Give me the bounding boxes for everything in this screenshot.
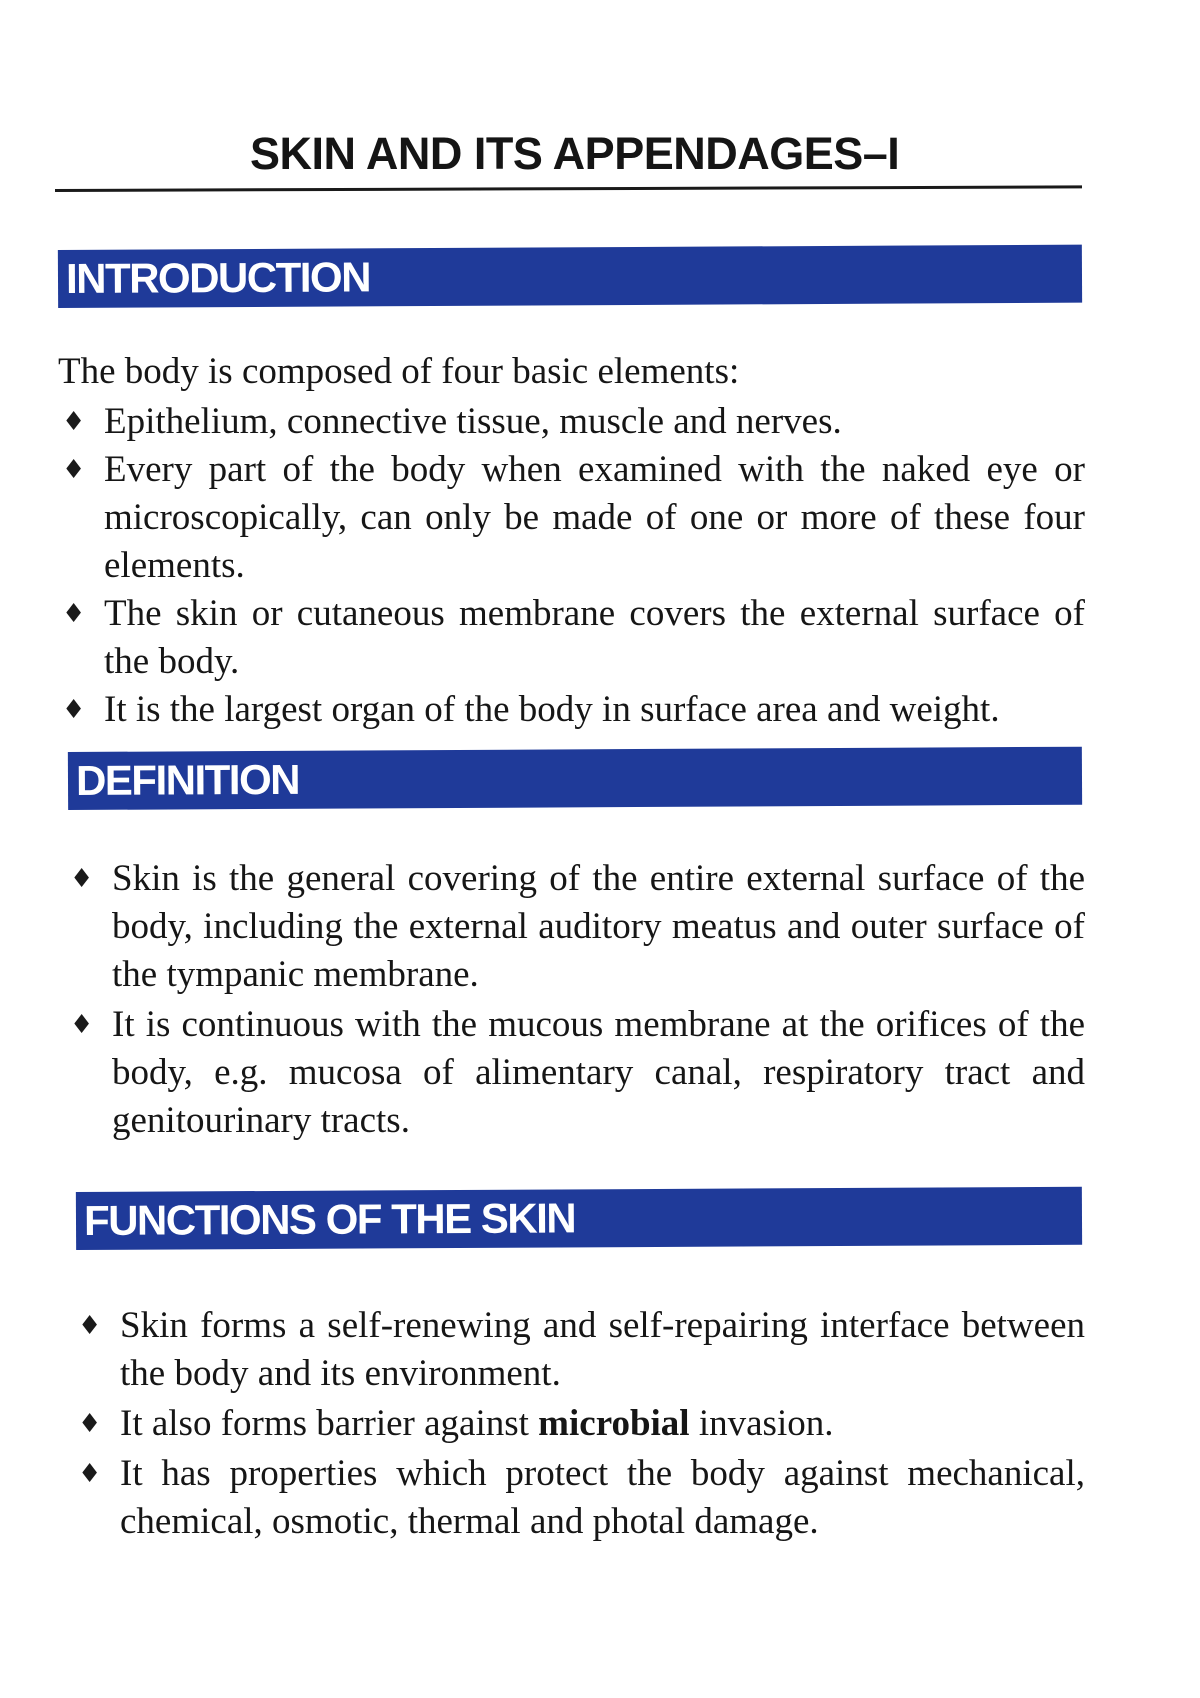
list-item [76, 1302, 1085, 1398]
list-item [68, 855, 1085, 999]
list-item [60, 446, 1085, 590]
bullet-diamond-icon: ♦ [78, 1459, 102, 1489]
list-item-text: Skin forms a self-renewing and self-repairing interface between the body and its environment. [120, 1305, 1085, 1394]
section-heading-introduction: INTRODUCTION [58, 245, 1082, 308]
bullet-diamond-icon: ♦ [70, 1010, 94, 1040]
list-item [76, 1450, 1085, 1546]
list-item [60, 398, 1085, 446]
list-item-text: Epithelium, connective tissue, muscle and nerves. [104, 401, 842, 442]
list-item [76, 1400, 1085, 1448]
section-heading-functions: FUNCTIONS OF THE SKIN [76, 1187, 1082, 1250]
list-item-text: It is the largest organ of the body in surface area and weight. [104, 689, 1000, 730]
bullet-diamond-icon: ♦ [62, 407, 86, 437]
section-heading-definition: DEFINITION [68, 747, 1082, 810]
bullet-diamond-icon: ♦ [62, 599, 86, 629]
introduction-lead-text: The body is composed of four basic elements: [58, 351, 740, 392]
title-underline [55, 185, 1082, 192]
chapter-title: SKIN AND ITS APPENDAGES–I [250, 128, 900, 179]
bullet-diamond-icon: ♦ [70, 864, 94, 894]
list-item [60, 686, 1085, 734]
list-item-text-part: invasion. [689, 1403, 834, 1444]
functions-bullet-list [76, 1302, 1085, 1548]
bullet-diamond-icon: ♦ [62, 695, 86, 725]
definition-bullet-list [68, 855, 1085, 1147]
list-item [60, 590, 1085, 686]
list-item-text: The skin or cutaneous membrane covers the external surface of the body. [104, 593, 1085, 682]
bold-term-microbial: microbial [538, 1403, 690, 1444]
introduction-bullet-list [60, 398, 1085, 734]
bullet-diamond-icon: ♦ [78, 1409, 102, 1439]
list-item-text-part: It also forms barrier against [120, 1403, 539, 1444]
bullet-diamond-icon: ♦ [78, 1311, 102, 1341]
list-item [68, 1001, 1085, 1145]
list-item-text: It is continuous with the mucous membrane at the orifices of the body, e.g. mucosa of alimentary canal, respiratory tract and genitourinary tracts. [112, 1004, 1085, 1141]
list-item-text [120, 1403, 833, 1444]
bullet-diamond-icon: ♦ [62, 455, 86, 485]
list-item-text: Skin is the general covering of the entire external surface of the body, including the external auditory meatus and outer surface of the tympanic membrane. [112, 858, 1085, 995]
list-item-text: It has properties which protect the body against mechanical, chemical, osmotic, thermal and photal damage. [120, 1453, 1085, 1542]
list-item-text: Every part of the body when examined with the naked eye or microscopically, can only be made of one or more of these four elements. [104, 449, 1085, 586]
